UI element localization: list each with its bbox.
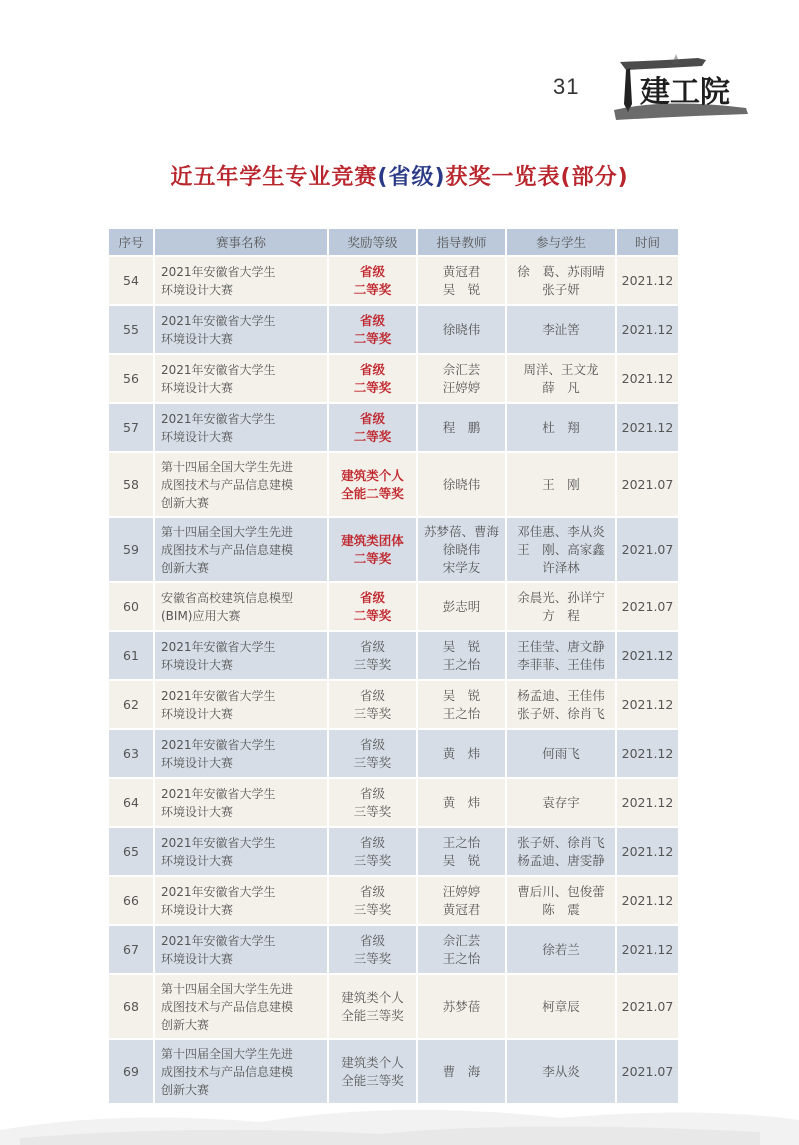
cell-award-level-line: 二等奖 — [353, 379, 392, 395]
cell-competition-line: 2021年安徽省大学生 — [161, 786, 276, 801]
cell-students — [507, 681, 617, 730]
cell-students-line: 杨孟迪、王佳伟 — [517, 687, 605, 703]
cell-award-level-line: 省级 — [359, 834, 385, 850]
cell-students-line: 方 程 — [542, 607, 580, 623]
cell-students — [507, 355, 617, 404]
cell-award-level-line: 二等奖 — [353, 550, 392, 566]
cell-no: 65 — [109, 828, 155, 877]
table-row — [109, 877, 680, 926]
cell-competition-line: 第十四届全国大学生先进 — [161, 459, 294, 474]
header-time: 时间 — [617, 229, 680, 257]
cell-students-line: 李沚筈 — [542, 321, 580, 337]
cell-time: 2021.07 — [617, 453, 680, 518]
header-award-level: 奖励等级 — [329, 229, 418, 257]
table-row — [109, 257, 680, 306]
cell-competition-line: 2021年安徽省大学生 — [161, 933, 276, 948]
cell-award-level-line: 三等奖 — [353, 656, 392, 672]
cell-no: 54 — [109, 257, 155, 306]
cell-time: 2021.07 — [617, 518, 680, 583]
college-logo — [606, 54, 752, 124]
cell-time: 2021.12 — [617, 404, 680, 453]
cell-competition — [155, 975, 329, 1040]
cell-teacher — [418, 306, 507, 355]
cell-no: 57 — [109, 404, 155, 453]
cell-award-level-line: 省级 — [359, 785, 385, 801]
cell-no: 55 — [109, 306, 155, 355]
cell-students — [507, 828, 617, 877]
cell-award-level-line: 三等奖 — [353, 901, 392, 917]
cell-students-line: 邓佳惠、李从炎 — [517, 523, 605, 539]
header-students: 参与学生 — [507, 229, 617, 257]
cell-competition-line: 创新大赛 — [161, 560, 210, 575]
cell-teacher-line: 徐晓伟 — [442, 476, 481, 492]
cell-award-level — [329, 681, 418, 730]
cell-students-line: 张子妍 — [542, 281, 580, 297]
cell-competition-line: 环境设计大赛 — [161, 706, 234, 721]
ink-brush-decoration — [0, 1080, 799, 1145]
table-row — [109, 306, 680, 355]
cell-competition — [155, 257, 329, 306]
title-paren-open: ( — [377, 165, 389, 190]
cell-time: 2021.12 — [617, 926, 680, 975]
cell-award-level-line: 建筑类团体 — [341, 532, 404, 548]
cell-competition — [155, 583, 329, 632]
cell-award-level-line: 全能二等奖 — [341, 485, 404, 501]
cell-no: 56 — [109, 355, 155, 404]
cell-award-level — [329, 583, 418, 632]
cell-award-level — [329, 975, 418, 1040]
page-title — [0, 160, 799, 191]
cell-competition-line: 环境设计大赛 — [161, 331, 234, 346]
table-row — [109, 518, 680, 583]
cell-teacher — [418, 632, 507, 681]
cell-teacher-line: 汪婷婷 — [442, 379, 481, 395]
cell-time: 2021.07 — [617, 975, 680, 1040]
cell-award-level-line: 省级 — [359, 361, 385, 377]
cell-competition-line: 2021年安徽省大学生 — [161, 639, 276, 654]
cell-students-line: 柯章辰 — [542, 998, 580, 1014]
header-no: 序号 — [109, 229, 155, 257]
cell-teacher-line: 黄冠君 — [442, 263, 481, 279]
cell-competition — [155, 681, 329, 730]
table-body — [109, 257, 680, 1105]
cell-students-line: 陈 震 — [542, 901, 580, 917]
cell-students-line: 李菲菲、王佳伟 — [517, 656, 605, 672]
cell-competition-line: 2021年安徽省大学生 — [161, 737, 276, 752]
table-row — [109, 828, 680, 877]
cell-award-level — [329, 306, 418, 355]
cell-teacher-line: 黄冠君 — [442, 901, 481, 917]
cell-time: 2021.12 — [617, 828, 680, 877]
cell-award-level — [329, 355, 418, 404]
cell-teacher-line: 苏梦蓓、曹海 — [423, 523, 499, 539]
cell-teacher-line: 吴 锐 — [442, 687, 481, 703]
title-highlight: 省级 — [388, 165, 435, 190]
cell-award-level-line: 三等奖 — [353, 803, 392, 819]
cell-competition — [155, 730, 329, 779]
cell-students-line: 余晨光、孙详宁 — [517, 589, 605, 605]
cell-teacher-line: 佘汇芸 — [442, 361, 481, 377]
cell-no: 66 — [109, 877, 155, 926]
cell-no: 63 — [109, 730, 155, 779]
cell-students-line: 徐若兰 — [542, 941, 580, 957]
header-teacher: 指导教师 — [418, 229, 507, 257]
cell-award-level — [329, 518, 418, 583]
cell-teacher — [418, 975, 507, 1040]
cell-teacher-line: 王之怡 — [442, 834, 481, 850]
table-row — [109, 779, 680, 828]
cell-award-level — [329, 828, 418, 877]
cell-teacher — [418, 877, 507, 926]
cell-competition — [155, 877, 329, 926]
cell-award-level-line: 三等奖 — [353, 852, 392, 868]
cell-competition-line: (BIM)应用大赛 — [161, 608, 241, 623]
cell-time: 2021.07 — [617, 1040, 680, 1105]
cell-competition-line: 创新大赛 — [161, 495, 210, 510]
cell-no: 61 — [109, 632, 155, 681]
cell-students — [507, 306, 617, 355]
cell-students — [507, 453, 617, 518]
cell-competition-line: 第十四届全国大学生先进 — [161, 524, 294, 539]
cell-competition-line: 创新大赛 — [161, 1017, 210, 1032]
table-row — [109, 404, 680, 453]
cell-award-level-line: 二等奖 — [353, 330, 392, 346]
cell-award-level — [329, 257, 418, 306]
cell-students-line: 曹后川、包俊蕾 — [517, 883, 605, 899]
cell-award-level — [329, 453, 418, 518]
cell-teacher — [418, 453, 507, 518]
cell-competition-line: 环境设计大赛 — [161, 429, 234, 444]
cell-time: 2021.12 — [617, 730, 680, 779]
cell-competition-line: 2021年安徽省大学生 — [161, 884, 276, 899]
cell-teacher — [418, 355, 507, 404]
cell-teacher-line: 宋学友 — [442, 559, 481, 575]
cell-competition-line: 2021年安徽省大学生 — [161, 411, 276, 426]
cell-students — [507, 632, 617, 681]
cell-competition-line: 环境设计大赛 — [161, 282, 234, 297]
cell-students — [507, 779, 617, 828]
cell-no: 62 — [109, 681, 155, 730]
cell-award-level-line: 省级 — [359, 312, 385, 328]
cell-teacher — [418, 926, 507, 975]
cell-students-line: 许泽林 — [542, 559, 580, 575]
cell-competition — [155, 828, 329, 877]
logo-text: 建工院 — [640, 75, 730, 110]
table-row — [109, 453, 680, 518]
cell-students-line: 何雨飞 — [542, 745, 580, 761]
cell-award-level-line: 省级 — [359, 638, 385, 654]
cell-teacher-line: 佘汇芸 — [442, 932, 481, 948]
cell-teacher-line: 徐晓伟 — [442, 541, 481, 557]
table-row — [109, 632, 680, 681]
cell-award-level-line: 省级 — [359, 932, 385, 948]
cell-teacher-line: 吴 锐 — [442, 281, 481, 297]
cell-students-line: 王佳莹、唐文静 — [517, 638, 605, 654]
cell-time: 2021.12 — [617, 355, 680, 404]
cell-competition — [155, 404, 329, 453]
cell-no: 67 — [109, 926, 155, 975]
table-row — [109, 730, 680, 779]
cell-teacher — [418, 257, 507, 306]
cell-students-line: 袁存宇 — [542, 794, 580, 810]
cell-award-level — [329, 632, 418, 681]
page-number: 31 — [553, 74, 580, 99]
cell-no: 59 — [109, 518, 155, 583]
cell-teacher-line: 徐晓伟 — [442, 321, 481, 337]
cell-award-level — [329, 877, 418, 926]
cell-students — [507, 583, 617, 632]
table-row — [109, 355, 680, 404]
table-header-row — [109, 229, 680, 257]
cell-award-level-line: 二等奖 — [353, 607, 392, 623]
cell-competition-line: 2021年安徽省大学生 — [161, 362, 276, 377]
cell-competition-line: 环境设计大赛 — [161, 804, 234, 819]
cell-students — [507, 926, 617, 975]
cell-students-line: 周洋、王文龙 — [523, 361, 599, 377]
cell-competition — [155, 779, 329, 828]
cell-competition-line: 环境设计大赛 — [161, 380, 234, 395]
cell-competition-line: 环境设计大赛 — [161, 657, 234, 672]
cell-no: 68 — [109, 975, 155, 1040]
cell-time: 2021.12 — [617, 779, 680, 828]
cell-teacher-line: 吴 锐 — [442, 852, 481, 868]
cell-award-level-line: 全能三等奖 — [341, 1072, 404, 1088]
cell-award-level-line: 建筑类个人 — [341, 989, 404, 1005]
cell-competition-line: 环境设计大赛 — [161, 853, 234, 868]
cell-time: 2021.12 — [617, 681, 680, 730]
cell-competition-line: 成图技术与产品信息建模 — [161, 542, 294, 557]
cell-award-level-line: 二等奖 — [353, 428, 392, 444]
cell-award-level — [329, 779, 418, 828]
cell-students-line: 王 刚 — [542, 476, 580, 492]
title-before: 近五年学生专业竞赛 — [170, 165, 378, 190]
cell-competition-line: 第十四届全国大学生先进 — [161, 981, 294, 996]
cell-award-level-line: 三等奖 — [353, 754, 392, 770]
cell-students — [507, 730, 617, 779]
cell-students-line: 徐 葛、苏雨晴 — [517, 263, 605, 279]
cell-teacher — [418, 518, 507, 583]
cell-students — [507, 257, 617, 306]
cell-competition-line: 安徽省高校建筑信息模型 — [161, 590, 294, 605]
cell-students — [507, 518, 617, 583]
cell-award-level-line: 省级 — [359, 589, 385, 605]
cell-students-line: 张子妍、徐肖飞 — [517, 834, 605, 850]
cell-award-level-line: 三等奖 — [353, 950, 392, 966]
cell-competition-line: 成图技术与产品信息建模 — [161, 1064, 294, 1079]
cell-competition — [155, 926, 329, 975]
cell-no: 58 — [109, 453, 155, 518]
cell-competition-line: 第十四届全国大学生先进 — [161, 1046, 294, 1061]
cell-competition-line: 创新大赛 — [161, 1082, 210, 1097]
cell-teacher-line: 曹 海 — [442, 1063, 481, 1079]
cell-award-level — [329, 926, 418, 975]
cell-award-level-line: 省级 — [359, 883, 385, 899]
cell-competition-line: 环境设计大赛 — [161, 902, 234, 917]
cell-time: 2021.12 — [617, 306, 680, 355]
table-row — [109, 975, 680, 1040]
cell-award-level-line: 省级 — [359, 736, 385, 752]
cell-competition-line: 成图技术与产品信息建模 — [161, 999, 294, 1014]
cell-teacher-line: 苏梦蓓 — [442, 998, 481, 1014]
cell-competition — [155, 518, 329, 583]
title-paren-close: ) — [434, 165, 446, 190]
cell-time: 2021.12 — [617, 632, 680, 681]
cell-students-line: 李从炎 — [542, 1063, 580, 1079]
cell-teacher — [418, 730, 507, 779]
cell-students-line: 杨孟迪、唐雯静 — [517, 852, 605, 868]
table-row — [109, 583, 680, 632]
cell-students — [507, 877, 617, 926]
cell-award-level — [329, 730, 418, 779]
cell-award-level-line: 三等奖 — [353, 705, 392, 721]
cell-no: 60 — [109, 583, 155, 632]
cell-students — [507, 975, 617, 1040]
cell-time: 2021.12 — [617, 257, 680, 306]
cell-teacher-line: 彭志明 — [442, 598, 481, 614]
cell-award-level-line: 省级 — [359, 687, 385, 703]
cell-award-level-line: 建筑类个人 — [341, 1054, 404, 1070]
cell-students-line: 薛 凡 — [542, 379, 580, 395]
cell-teacher-line: 王之怡 — [442, 656, 481, 672]
cell-competition — [155, 306, 329, 355]
cell-award-level-line: 建筑类个人 — [341, 467, 404, 483]
cell-award-level-line: 二等奖 — [353, 281, 392, 297]
cell-competition — [155, 355, 329, 404]
awards-table — [109, 229, 680, 1105]
title-after: 获奖一览表(部分) — [445, 165, 629, 190]
cell-competition-line: 环境设计大赛 — [161, 755, 234, 770]
cell-competition-line: 2021年安徽省大学生 — [161, 835, 276, 850]
cell-teacher — [418, 404, 507, 453]
cell-teacher-line: 黄 炜 — [442, 745, 481, 761]
cell-no: 69 — [109, 1040, 155, 1105]
cell-award-level-line: 全能三等奖 — [341, 1007, 404, 1023]
cell-teacher — [418, 583, 507, 632]
cell-students-line: 张子妍、徐肖飞 — [517, 705, 605, 721]
cell-award-level-line: 省级 — [359, 410, 385, 426]
cell-teacher-line: 汪婷婷 — [442, 883, 481, 899]
cell-competition-line: 2021年安徽省大学生 — [161, 264, 276, 279]
cell-teacher-line: 王之怡 — [442, 950, 481, 966]
cell-teacher — [418, 828, 507, 877]
cell-award-level — [329, 404, 418, 453]
cell-teacher-line: 吴 锐 — [442, 638, 481, 654]
cell-teacher — [418, 681, 507, 730]
cell-time: 2021.12 — [617, 877, 680, 926]
cell-competition — [155, 453, 329, 518]
cell-competition-line: 成图技术与产品信息建模 — [161, 477, 294, 492]
cell-competition-line: 环境设计大赛 — [161, 951, 234, 966]
cell-students — [507, 404, 617, 453]
cell-competition-line: 2021年安徽省大学生 — [161, 688, 276, 703]
cell-competition-line: 2021年安徽省大学生 — [161, 313, 276, 328]
cell-teacher-line: 王之怡 — [442, 705, 481, 721]
cell-students-line: 王 刚、高家鑫 — [517, 541, 605, 557]
cell-teacher-line: 黄 炜 — [442, 794, 481, 810]
cell-time: 2021.07 — [617, 583, 680, 632]
table-row — [109, 926, 680, 975]
cell-award-level-line: 省级 — [359, 263, 385, 279]
header-competition: 赛事名称 — [155, 229, 329, 257]
table-row — [109, 681, 680, 730]
cell-students-line: 杜 翔 — [542, 419, 580, 435]
cell-competition — [155, 632, 329, 681]
cell-no: 64 — [109, 779, 155, 828]
cell-teacher-line: 程 鹏 — [442, 419, 481, 435]
cell-teacher — [418, 779, 507, 828]
